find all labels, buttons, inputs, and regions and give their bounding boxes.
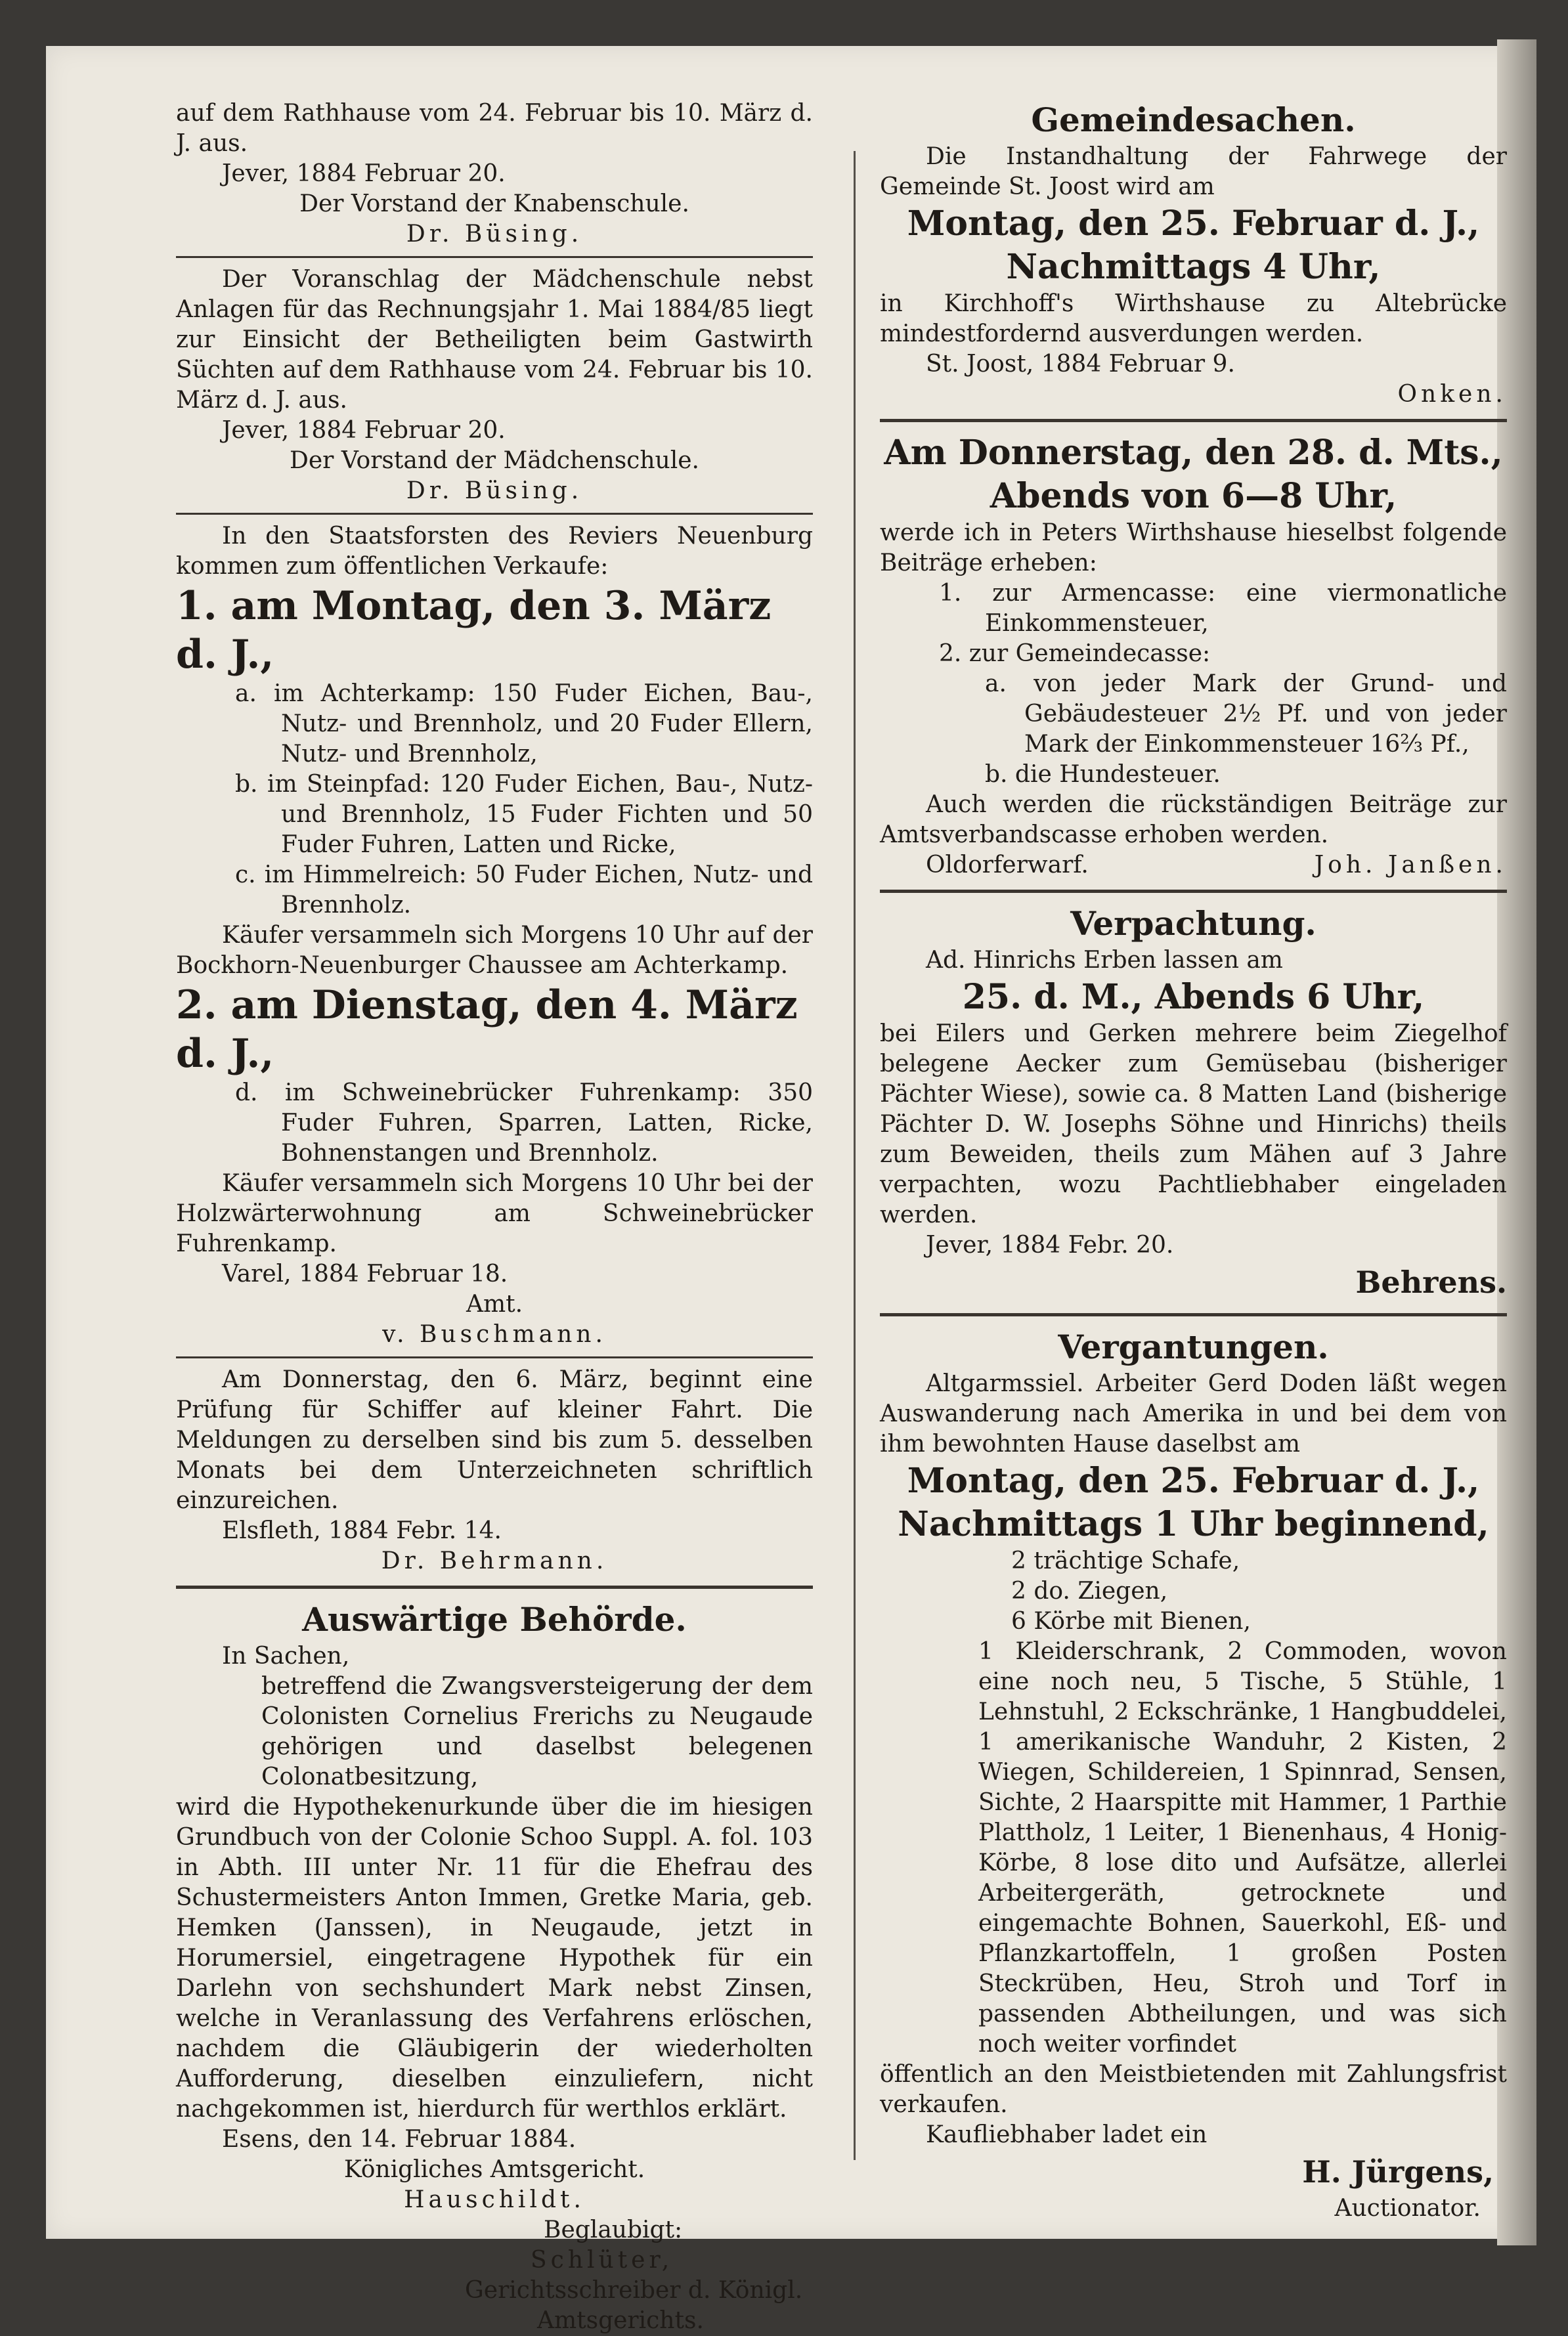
meeting-note: Käufer versammeln sich Morgens 10 Uhr auf der Bockhorn-Neuenburger Chaussee am Achterkamp. (176, 922, 813, 979)
place-date: Jever, 1884 Febr. 20. (926, 1232, 1174, 1259)
separator-rule (880, 1313, 1507, 1316)
sub-list-item: b. die Hundesteuer. (985, 761, 1221, 788)
notice-intro: In den Staatsforsten des Reviers Neuenburg kommen zum öffentlichen Verkaufe: (176, 523, 813, 580)
issuing-body: Der Vorstand der Mädchenschule. (290, 447, 699, 474)
signature: Dr. Büsing. (406, 221, 583, 248)
notice-text: Die Instandhaltung der Fahrwege der Gemeinde St. Joost wird am (880, 143, 1507, 200)
judge-signature: Hauschildt. (404, 2186, 585, 2213)
clerk-signature: Schlüter, (531, 2247, 674, 2274)
event-date: Am Donnerstag, den 28. d. Mts., (884, 433, 1503, 473)
separator-rule (880, 890, 1507, 893)
notice-text: bei Eilers und Gerken mehrere beim Ziegelhof belegene Aecker zum Gemüsebau (bisheriger Pächter Wiese), sowie ca. 8 Matten Land (bisherige Pächter D. W. Josephs Söhne und Hinrichs) theils zum Beweiden, theils zum Mähen auf 3 Jahre verpachten, wozu Pachtliebhaber eingeladen werden. (880, 1020, 1507, 1228)
notice-schifferpruefung (176, 1365, 813, 1576)
separator-rule (176, 1356, 813, 1358)
notice-text: Altgarmssiel. Arbeiter Gerd Doden läßt wegen Auswanderung nach Amerika in und bei dem von ihm bewohnten Hause daselbst am (880, 1370, 1507, 1458)
signature: v. Buschmann. (382, 1321, 607, 1348)
place: Oldorferwarf. (926, 852, 1089, 878)
section-heading: Verpachtung. (1070, 904, 1317, 943)
notice-text: Am Donnerstag, den 6. März, beginnt eine Prüfung für Schiffer auf kleiner Fahrt. Die Meldungen zu derselben sind bis zum 5. desselben Monats bei dem Unterzeichneten schriftlich einzureichen. (176, 1366, 813, 1514)
signature: Onken. (1397, 381, 1507, 408)
place-date: St. Joost, 1884 Februar 9. (926, 351, 1235, 378)
list-item: a. im Achterkamp: 150 Fuder Eichen, Bau-, Nutz- und Brennholz, und 20 Fuder Ellern, Nutz- und Brennholz, (235, 680, 813, 768)
notice-text: auf dem Rathhause vom 24. Februar bis 10. März d. J. aus. (176, 100, 813, 157)
list-item: 6 Körbe mit Bienen, (1011, 1608, 1251, 1635)
lead-in: In Sachen, (222, 1643, 350, 1670)
sale-date-1: 1. am Montag, den 3. März d. J., (176, 583, 772, 678)
event-time: Abends von 6—8 Uhr, (990, 476, 1397, 516)
subject-text: betreffend die Zwangsversteigerung der dem Colonisten Cornelius Frerichs zu Neugaude gehörigen und daselbst belegenen Colonatbesitzung, (261, 1673, 813, 1790)
notice-auswaertige-behoerde (176, 1598, 813, 2336)
signature: Dr. Büsing. (406, 477, 583, 504)
list-item: 1. zur Armencasse: eine viermonatliche Einkommensteuer, (939, 580, 1507, 637)
footer-line (880, 850, 1507, 880)
notice-maedchenschule (176, 265, 813, 506)
list-item: 2. zur Gemeindecasse: (939, 640, 1211, 667)
separator-rule (880, 419, 1507, 422)
notice-verpachtung (880, 902, 1507, 1304)
list-item: b. im Steinpfad: 120 Fuder Eichen, Bau-, Nutz- und Brennholz, 15 Fuder Fichten und 50 Fuder Fuhren, Latten und Ricke, (235, 771, 813, 858)
issuing-body: Amt. (466, 1291, 523, 1318)
signature-title: Auctionator. (1334, 2195, 1481, 2222)
issuing-body: Der Vorstand der Knabenschule. (299, 190, 689, 217)
left-column (176, 98, 813, 2336)
signature: Dr. Behrmann. (381, 1547, 608, 1574)
section-heading: Vergantungen. (1058, 1328, 1329, 1366)
section-heading: Auswärtige Behörde. (302, 1600, 687, 1639)
list-item: d. im Schweinebrücker Fuhrenkamp: 350 Fuder Fuhren, Sparren, Latten, Ricke, Bohnenstangen und Brennholz. (235, 1079, 813, 1167)
event-date: Montag, den 25. Februar d. J., (907, 204, 1480, 244)
place-date: Varel, 1884 Februar 18. (222, 1261, 508, 1287)
goods-list: 1 Kleiderschrank, 2 Commoden, wovon eine noch neu, 5 Tische, 5 Stühle, 1 Lehnstuhl, 2 Eckschränke, 1 Hangbuddelei, 1 amerikanische Wanduhr, 2 Kisten, 2 Wiegen, Schildereien, 1 Spinnrad, Sensen, Sichte, 2 Haarspitte mit Hammer, 1 Parthie Plattholz, 1 Leiter, 1 Bienenhaus, 4 Honig-Körbe, 8 lose dito und Aufsätze, allerlei Arbeitergeräth, getrocknete und eingemachte Bohnen, Sauerkohl, Eß- und Pflanzkartoffeln, 1 großen Posten Steckrüben, Heu, Stroh und Torf in passenden Abtheilungen, und was sich noch weiter vorfindet (978, 1638, 1507, 2058)
sale-date-2: 2. am Dienstag, den 4. März d. J., (176, 982, 798, 1077)
separator-rule (176, 513, 813, 515)
clerk-title: Gerichtsschreiber d. Königl. (465, 2277, 803, 2304)
notice-text: werde ich in Peters Wirthshause hieselbst folgende Beiträge erheben: (880, 519, 1507, 576)
notice-steuererhebung (880, 431, 1507, 880)
event-date: 25. d. M., Abends 6 Uhr, (962, 977, 1425, 1017)
column-divider (854, 151, 856, 2160)
notice-text: in Kirchhoff's Wirthshause zu Altebrücke mindestfordernd ausverdungen werden. (880, 290, 1507, 347)
place-date: Esens, den 14. Februar 1884. (222, 2126, 577, 2153)
signature: Joh. Janßen. (1314, 852, 1507, 878)
notice-vergantungen (880, 1326, 1507, 2224)
place-date: Elsfleth, 1884 Febr. 14. (222, 1517, 502, 1544)
invitation: Kaufliebhaber ladet ein (926, 2121, 1208, 2148)
list-item: c. im Himmelreich: 50 Fuder Eichen, Nutz- und Brennholz. (235, 861, 813, 919)
event-date: Montag, den 25. Februar d. J., (907, 1461, 1480, 1501)
notice-text: Der Voranschlag der Mädchenschule nebst Anlagen für das Rechnungsjahr 1. Mai 1884/85 liegt zur Einsicht der Betheiligten beim Gastwirth Süchten auf dem Rathhause vom 24. Februar bis 10. März d. J. aus. (176, 266, 813, 414)
place-date: Jever, 1884 Februar 20. (222, 417, 506, 444)
notice-knabenschule (176, 98, 813, 249)
place-date: Jever, 1884 Februar 20. (222, 160, 506, 187)
notice-gemeindesachen (880, 98, 1507, 410)
notice-text: öffentlich an den Meistbietenden mit Zahlungsfrist verkaufen. (880, 2061, 1507, 2118)
signature: Behrens. (1355, 1265, 1507, 1300)
notice-staatsforsten (176, 521, 813, 1350)
meeting-note: Käufer versammeln sich Morgens 10 Uhr bei der Holzwärterwohnung am Schweinebrücker Fuhrenkamp. (176, 1170, 813, 1257)
right-column (880, 98, 1507, 2224)
certification-label: Beglaubigt: (544, 2217, 683, 2243)
clerk-title: Amtsgerichts. (537, 2307, 704, 2334)
notice-text: Auch werden die rückständigen Beiträge zur Amtsverbandscasse erhoben werden. (880, 791, 1507, 848)
section-heading: Gemeindesachen. (1031, 100, 1356, 139)
sub-list-item: a. von jeder Mark der Grund- und Gebäudesteuer 2½ Pf. und von jeder Mark der Einkommensteuer 16⅔ Pf., (985, 670, 1507, 758)
event-time: Nachmittags 4 Uhr, (1006, 247, 1381, 287)
list-item: 2 do. Ziegen, (1011, 1578, 1168, 1605)
list-item: 2 trächtige Schafe, (1011, 1547, 1240, 1574)
court-name: Königliches Amtsgericht. (343, 2156, 645, 2183)
signature: H. Jürgens, (1302, 2154, 1494, 2190)
event-time: Nachmittags 1 Uhr beginnend, (898, 1504, 1489, 1544)
separator-rule (176, 256, 813, 258)
notice-text: Ad. Hinrichs Erben lassen am (926, 947, 1283, 974)
separator-rule (176, 1586, 813, 1589)
notice-text: wird die Hypothekenurkunde über die im hiesigen Grundbuch von der Colonie Schoo Suppl. A. fol. 103 in Abth. III unter Nr. 11 für die Ehefrau des Schustermeisters Anton Immen, Gretke Maria, geb. Hemken (Janssen), in Neugaude, jetzt in Horumersiel, eingetragene Hypothek für ein Darlehn von sechshundert Mark nebst Zinsen, welche in Veranlassung des Verfahrens erlöschen, nachdem die Gläubigerin der wiederholten Aufforderung, dieselben einzuliefern, nicht nachgekommen ist, hierdurch für werthlos erklärt. (176, 1794, 813, 2123)
